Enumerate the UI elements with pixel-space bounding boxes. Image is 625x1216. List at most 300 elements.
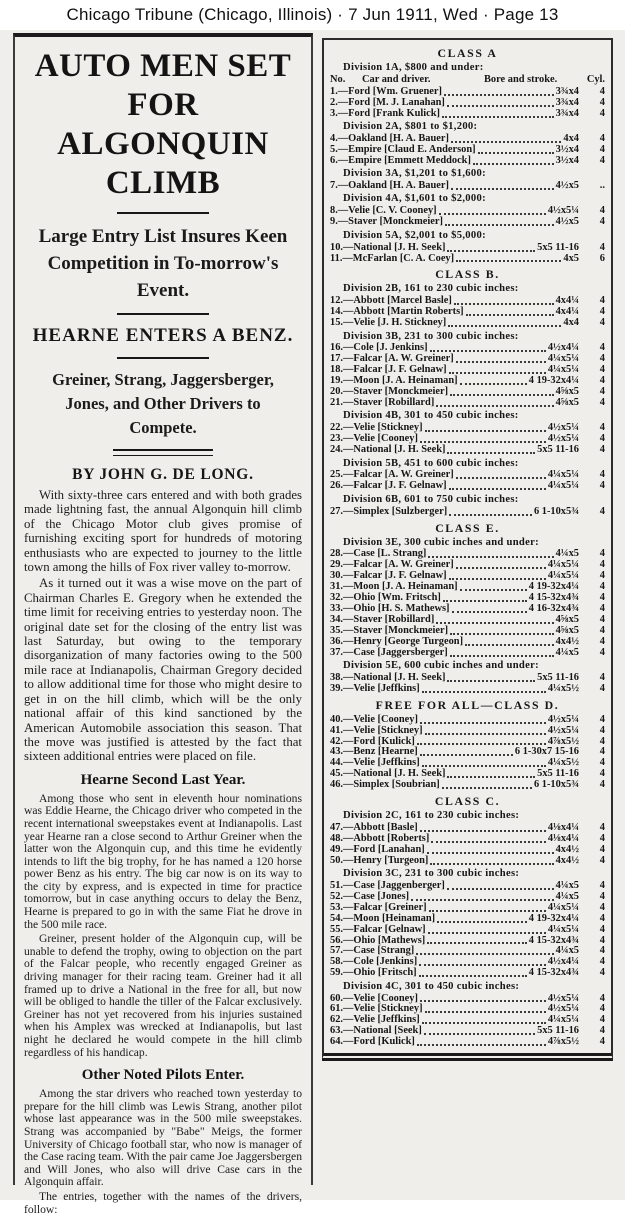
entry-row: [330, 1037, 605, 1048]
article-paragraph: The entries, together with the names of the drivers, follow:: [24, 1189, 302, 1216]
dot-leader: [420, 754, 513, 756]
entry-car-driver: 45.—National [J. H. Seek]: [330, 768, 446, 780]
entry-bore-stroke: 4⅝x5: [555, 396, 579, 408]
entry-car-driver: 18.—Falcar [J. F. Gelnaw]: [330, 364, 447, 376]
dot-leader: [466, 314, 554, 316]
entry-car-driver: 60.—Velie [Cooney]: [330, 992, 418, 1004]
entry-car-driver: 9.—Staver [Monckmeier]: [330, 216, 443, 228]
entry-cylinders: 4: [599, 469, 605, 481]
entry-car-driver: 30.—Falcar [J. F. Gelnaw]: [330, 570, 447, 582]
entry-cylinders: 4: [599, 85, 605, 97]
entry-bore-stroke: 4¼x5¼: [547, 901, 579, 913]
entry-cylinders: 4: [599, 216, 605, 228]
dot-leader: [442, 787, 532, 789]
dot-leader: [420, 441, 546, 443]
entry-row: [330, 856, 605, 867]
dot-leader: [422, 765, 546, 767]
entry-car-driver: 12.—Abbott [Marcel Basle]: [330, 295, 452, 307]
entry-bore-stroke: 4½x5¼: [547, 433, 579, 445]
dot-leader: [444, 94, 554, 96]
entry-cylinders: 4: [599, 1025, 605, 1037]
entry-bore-stroke: 4¼x5¼: [547, 364, 579, 376]
article-body: [24, 488, 302, 1216]
entry-cylinders: 4: [599, 724, 605, 736]
dot-leader: [460, 589, 527, 591]
entry-bore-stroke: 4x5: [563, 252, 579, 264]
entries-column: [322, 38, 613, 1061]
entry-row: [330, 398, 605, 409]
entry-car-driver: 59.—Ohio [Fritsch]: [330, 967, 417, 979]
entry-bore-stroke: 4⅞x5½: [547, 735, 579, 747]
article-paragraph: Among those who sent in eleventh hour nominations was Eddie Hearne, the Chicago driver who competed in the recent international sweepstakes event at Indianapolis. Last year Hearne ran a close second to Arthur Greiner when the latter won the Algonquin cup, and this time he evidently intends to lift the big trophy, for he has named a 120 horse power Benz as his entry. The big car now is on its way to the city by express, and is expected in time for practice tomorrow, but in case anything occurs to delay the Benz, Hearne is prepared to go in with the same Fiat he drove in the 500 mile race.: [24, 791, 302, 931]
headline-line-1: AUTO MEN SET FOR: [34, 48, 292, 123]
class-heading: CLASS A: [437, 46, 498, 60]
column-header-bore-stroke: Bore and stroke.: [484, 73, 558, 85]
entry-row: [330, 914, 605, 925]
entry-bore-stroke: 4⅝x5: [555, 613, 579, 625]
dot-leader: [430, 863, 553, 865]
entry-car-driver: 16.—Cole [J. Jenkins]: [330, 342, 428, 354]
entry-bore-stroke: 4½x5¼: [547, 992, 579, 1004]
entry-car-driver: 4.—Oakland [H. A. Bauer]: [330, 132, 449, 144]
entry-bore-stroke: 4¼x5½: [547, 757, 579, 769]
entry-cylinders: 4: [599, 1014, 605, 1026]
division-heading: Division 2C, 161 to 230 cubic inches:: [343, 810, 520, 822]
entry-row: [330, 109, 605, 120]
entry-cylinders: 4: [599, 843, 605, 855]
entry-row: [330, 637, 605, 648]
column-header-no: No.: [330, 73, 346, 85]
entry-bore-stroke: 5x5 11-16: [537, 444, 579, 456]
article-paragraph: As it turned out it was a wise move on the part of Chairman Charles E. Gregory when he extended the time limit for receiving entries to yesterday noon. The original date set for the closing of the entry list was last Saturday, but owing to the temporary disorganization of many factories owing to the 500 mile race at Indianapolis, Chairman Gregory decided to allow additional time for those who might desire to get in on the hill climb, which will be the only national affair of this kind sanctioned by the American Automobile association this season. That the move was justified is attested by the fact that sixteen additional entries were placed on file.: [24, 576, 302, 764]
entry-car-driver: 31.—Moon [J. A. Heinaman]: [330, 581, 458, 593]
entry-car-driver: 51.—Case [Jaggenberger]: [330, 880, 445, 891]
class-heading: CLASS E.: [435, 520, 500, 535]
dot-leader: [456, 260, 561, 262]
entry-bore-stroke: 4½x5¼: [547, 205, 579, 217]
dot-leader: [447, 452, 535, 454]
entry-car-driver: 34.—Staver [Robillard]: [330, 613, 435, 625]
entry-car-driver: 63.—National [Seek]: [330, 1025, 422, 1037]
dot-leader: [427, 852, 554, 854]
dot-leader: [456, 361, 546, 363]
entry-bore-stroke: 4 15-32x4¾: [528, 592, 579, 604]
entry-bore-stroke: 4¼x5¼: [547, 923, 579, 935]
entry-car-driver: 44.—Velie [Jeffkins]: [330, 757, 420, 769]
article-subhead: Hearne Second Last Year.: [80, 771, 246, 788]
dot-leader: [465, 644, 554, 646]
entry-bore-stroke: 4x4½: [555, 635, 579, 647]
dot-leader: [437, 921, 527, 923]
entry-car-driver: 29.—Falcar [A. W. Greiner]: [330, 559, 454, 571]
entry-car-driver: 32.—Ohio [Wm. Fritsch]: [330, 592, 441, 604]
entry-bore-stroke: 5x5 11-16: [537, 241, 579, 253]
entry-bore-stroke: 4½x5: [555, 216, 579, 228]
entry-car-driver: 61.—Velie [Stickney]: [330, 1003, 423, 1015]
entry-car-driver: 37.—Case [Jaggersberger]: [330, 646, 448, 658]
entry-cylinders: 4: [599, 444, 605, 456]
entry-cylinders: 4: [599, 570, 605, 582]
entry-bore-stroke: 6 1-10x5¾: [533, 505, 579, 517]
entry-cylinders: 4: [599, 154, 605, 166]
entries-list: [330, 47, 605, 1048]
entry-cylinders: 4: [599, 353, 605, 365]
entry-bore-stroke: 4x4: [563, 317, 579, 329]
headline-line-2: ALGONQUIN CLIMB: [57, 126, 269, 201]
dot-leader: [449, 578, 546, 580]
entry-cylinders: 4: [599, 613, 605, 625]
dot-leader: [436, 622, 553, 624]
dot-leader: [450, 394, 553, 396]
dot-leader: [417, 743, 546, 745]
entry-row: [330, 254, 605, 265]
dot-leader: [422, 691, 546, 693]
entry-row: [330, 156, 605, 167]
entry-car-driver: 24.—National [J. H. Seek]: [330, 444, 446, 456]
dot-leader: [428, 932, 546, 934]
entry-car-driver: 19.—Moon [J. A. Heinaman]: [330, 375, 458, 387]
entry-row: [330, 217, 605, 228]
entry-bore-stroke: 4¼x5¼: [547, 1014, 579, 1026]
entry-car-driver: 62.—Velie [Jeffkins]: [330, 1014, 420, 1026]
entry-cylinders: 4: [599, 386, 605, 398]
entry-car-driver: 43.—Benz [Hearne]: [330, 746, 418, 758]
article-subhead: Other Noted Pilots Enter.: [81, 1067, 245, 1084]
entry-car-driver: 21.—Staver [Robillard]: [330, 396, 435, 408]
entry-cylinders: 4: [599, 779, 605, 791]
division-heading: Division 5A, $2,001 to $5,000:: [343, 229, 486, 241]
entry-car-driver: 39.—Velie [Jeffkins]: [330, 682, 420, 694]
entry-car-driver: 7.—Oakland [H. A. Bauer]: [330, 180, 449, 192]
entry-car-driver: 64.—Ford [Kulick]: [330, 1036, 415, 1048]
dot-leader: [428, 556, 553, 558]
dot-leader: [425, 430, 546, 432]
entry-row: [330, 684, 605, 695]
dot-leader: [431, 841, 546, 843]
entry-cylinders: 4: [599, 581, 605, 593]
entry-cylinders: 4: [599, 396, 605, 408]
entry-car-driver: 28.—Case [L. Strang]: [330, 548, 427, 560]
entry-car-driver: 23.—Velie [Cooney]: [330, 433, 418, 445]
entry-car-driver: 52.—Case [Jones]: [330, 890, 410, 902]
entry-bore-stroke: 4x4: [563, 132, 579, 144]
dot-leader: [447, 680, 535, 682]
dot-leader: [411, 899, 554, 901]
entry-car-driver: 25.—Falcar [A. W. Greiner]: [330, 469, 454, 481]
article-deck-secondary: Greiner, Strang, Jaggersberger, Jones, and Other Drivers to Compete.: [52, 370, 274, 437]
entry-cylinders: 4: [599, 671, 605, 683]
entry-bore-stroke: 6 1-10x5¾: [533, 779, 579, 791]
article-paragraph: Among the star drivers who reached town yesterday to prepare for the hill climb was Lewis Strang, another pilot whose last appearance was in the 500 mile sweepstakes. Strang was accompanied by "Babe" Meigs, the former University of Chicago football star, who now is manager of the Case racing team. With the pair came Joe Jaggersbergen and Will Jones, who also will drive Case cars in the Algonquin affair.: [24, 1087, 302, 1189]
entry-car-driver: 11.—McFarlan [C. A. Coey]: [330, 252, 455, 264]
entry-car-driver: 55.—Falcar [Gelnaw]: [330, 923, 426, 935]
entry-bore-stroke: 4½x4¼: [547, 956, 579, 968]
dot-leader: [420, 1000, 546, 1002]
division-heading: Division 1A, $800 and under:: [343, 62, 484, 73]
divider-rule-double: [113, 449, 213, 456]
entry-cylinders: 4: [599, 433, 605, 445]
article-headline: [24, 47, 302, 203]
entry-cylinders: 4: [599, 956, 605, 968]
division-heading: Division 3A, $1,201 to $1,600:: [343, 168, 486, 180]
dot-leader: [443, 600, 527, 602]
entry-bore-stroke: 4¼x5¼: [547, 353, 579, 365]
division-heading: Division 2A, $801 to $1,200:: [343, 121, 478, 133]
entry-cylinders: 4: [599, 602, 605, 614]
entry-bore-stroke: 4x4½: [555, 854, 579, 866]
entry-bore-stroke: 4⅝x5: [555, 386, 579, 398]
dot-leader: [456, 477, 546, 479]
entry-cylinders: 4: [599, 746, 605, 758]
entry-row: [330, 968, 605, 979]
entry-cylinders: 4: [599, 375, 605, 387]
entry-car-driver: 35.—Staver [Monckmeier]: [330, 624, 449, 636]
division-heading: Division 4A, $1,601 to $2,000:: [343, 193, 486, 205]
entry-cylinders: 4: [599, 1003, 605, 1015]
entry-cylinders: 4: [599, 559, 605, 571]
entry-bore-stroke: 4⅝x5: [555, 624, 579, 636]
division-heading: Division 5B, 451 to 600 cubic inches:: [343, 457, 519, 469]
entry-car-driver: 38.—National [J. H. Seek]: [330, 671, 446, 683]
entry-row: [330, 445, 605, 456]
entry-cylinders: 4: [599, 890, 605, 902]
entry-row: [330, 780, 605, 791]
dot-leader: [427, 942, 527, 944]
dot-leader: [447, 250, 535, 252]
entry-cylinders: 4: [599, 901, 605, 913]
entry-row: [330, 243, 605, 254]
entry-row: [330, 726, 605, 737]
entry-cylinders: 4: [599, 364, 605, 376]
entries-column-header: [330, 75, 605, 86]
entry-cylinders: 4: [599, 757, 605, 769]
entry-cylinders: 4: [599, 854, 605, 866]
dot-leader: [424, 1033, 535, 1035]
entry-cylinders: 4: [599, 945, 605, 957]
entry-bore-stroke: 4¼x5¼: [547, 570, 579, 582]
entry-bore-stroke: 3¾x4: [555, 85, 579, 97]
entry-car-driver: 40.—Velie [Cooney]: [330, 713, 418, 725]
entry-car-driver: 42.—Ford [Kulick]: [330, 735, 415, 747]
entry-row: [330, 98, 605, 109]
entry-car-driver: 50.—Henry [Turgeon]: [330, 854, 429, 866]
dot-leader: [451, 141, 561, 143]
entry-bore-stroke: 4½x5¼: [547, 713, 579, 725]
entry-cylinders: 4: [599, 295, 605, 307]
entry-bore-stroke: 4⅛x4¼: [547, 821, 579, 833]
division-heading: Division 3B, 231 to 300 cubic inches:: [343, 330, 519, 342]
dot-leader: [449, 514, 532, 516]
dot-leader: [420, 722, 546, 724]
dot-leader: [447, 888, 554, 890]
entry-bore-stroke: 3¾x4: [555, 107, 579, 119]
dot-leader: [439, 213, 546, 215]
entry-cylinders: 4: [599, 832, 605, 844]
entry-bore-stroke: 4½x5¼: [547, 422, 579, 434]
entry-car-driver: 46.—Simplex [Soubrian]: [330, 779, 440, 791]
dot-leader: [430, 350, 546, 352]
article-deck: Large Entry List Insures Keen Competition in To-morrow's Event.: [38, 226, 288, 301]
dot-leader: [419, 964, 546, 966]
entry-car-driver: 57.—Case [Strang]: [330, 945, 415, 957]
dot-leader: [478, 152, 554, 154]
article-paragraph: With sixty-three cars entered and with both grades made lightning fast, the annual Algonquin hill climb of the Chicago Motor club gives promise of furnishing exciting sport for hundreds of motoring enthusiasts who are expected to journey to the little town among the hills of Fox river valley to-morrow.: [24, 488, 302, 575]
entry-car-driver: 20.—Staver [Monckmeier]: [330, 386, 449, 398]
entry-bore-stroke: 5x5 11-16: [537, 671, 579, 683]
entry-cylinders: ..: [599, 180, 605, 192]
entry-cylinders: 4: [599, 735, 605, 747]
entry-cylinders: 4: [599, 923, 605, 935]
division-heading: Division 2B, 161 to 230 cubic inches:: [343, 283, 519, 295]
dot-leader: [429, 910, 546, 912]
entry-car-driver: 53.—Falcar [Greiner]: [330, 901, 427, 913]
dot-leader: [445, 224, 554, 226]
dot-leader: [473, 163, 554, 165]
entry-cylinders: 4: [599, 646, 605, 658]
dot-leader: [450, 633, 553, 635]
entry-cylinders: 4: [599, 592, 605, 604]
article-column: [13, 33, 313, 1216]
entry-bore-stroke: 5x5 11-16: [537, 768, 579, 780]
entry-car-driver: 27.—Simplex [Sulzberger]: [330, 505, 448, 517]
division-heading: Division 4B, 301 to 450 cubic inches:: [343, 410, 519, 422]
dot-leader: [447, 776, 535, 778]
entry-row: [330, 318, 605, 329]
entry-car-driver: 17.—Falcar [A. W. Greiner]: [330, 353, 454, 365]
entry-bore-stroke: 4¼x5: [555, 646, 579, 658]
entry-cylinders: 4: [599, 422, 605, 434]
dot-leader: [450, 655, 554, 657]
entry-bore-stroke: 4½x5¼: [547, 724, 579, 736]
dot-leader: [422, 1022, 546, 1024]
entry-cylinders: 4: [599, 624, 605, 636]
entry-bore-stroke: 4¼x5: [555, 880, 579, 891]
divider-rule: [117, 357, 209, 359]
entry-car-driver: 54.—Moon [Heinaman]: [330, 912, 436, 924]
entry-bore-stroke: 4¼x5: [555, 890, 579, 902]
entry-bore-stroke: 4¼x5¼: [547, 480, 579, 492]
entry-cylinders: 4: [599, 713, 605, 725]
entry-cylinders: 4: [599, 967, 605, 979]
dot-leader: [447, 105, 554, 107]
division-heading: Division 5E, 600 cubic inches and under:: [343, 660, 539, 671]
entry-car-driver: 49.—Ford [Lanahan]: [330, 843, 425, 855]
entry-car-driver: 8.—Velie [C. V. Cooney]: [330, 205, 437, 217]
entry-bore-stroke: 4½x4¼: [547, 342, 579, 354]
article-paragraph: Greiner, present holder of the Algonquin cup, will be unable to defend the trophy, owing to objection on the part of the Falcar people, who recently engaged Greiner as driving manager for their racing team. Greiner had it all framed up to drive a National in the free for all, but now will be obliged to handle the tiller of the Falcar exclusively. Greiner has not yet recovered from his injuries sustained when his Amplex was wrecked at Indianapolis, but last night he declared he would compete in the hill climb regardless of his handicap.: [24, 932, 302, 1059]
entry-cylinders: 4: [599, 821, 605, 833]
entry-bore-stroke: 3½x4: [555, 143, 579, 155]
entry-cylinders: 4: [599, 480, 605, 492]
entry-bore-stroke: 4 16-32x4¾: [528, 602, 579, 614]
dot-leader: [425, 733, 546, 735]
entry-car-driver: 10.—National [J. H. Seek]: [330, 241, 446, 253]
dot-leader: [419, 975, 527, 977]
dot-leader: [451, 188, 554, 190]
entry-row: [330, 481, 605, 492]
entry-car-driver: 56.—Ohio [Mathews]: [330, 934, 426, 946]
dot-leader: [417, 1044, 546, 1046]
entry-bore-stroke: 5x5 11-16: [537, 1025, 579, 1037]
entry-car-driver: 22.—Velie [Stickney]: [330, 422, 423, 434]
entry-car-driver: 58.—Cole [Jenkins]: [330, 956, 418, 968]
entry-cylinders: 4: [599, 1036, 605, 1048]
entry-car-driver: 36.—Henry [George Turgeon]: [330, 635, 464, 647]
entry-cylinders: 4: [599, 880, 605, 891]
division-heading: Division 3C, 231 to 300 cubic inches:: [343, 868, 520, 880]
class-heading: FREE FOR ALL—CLASS D.: [375, 697, 560, 712]
dot-leader: [454, 303, 554, 305]
entry-row: [330, 715, 605, 726]
entry-bore-stroke: 4x4¼: [555, 295, 579, 307]
entry-bore-stroke: 3¾x4: [555, 96, 579, 108]
entry-row: [330, 925, 605, 936]
entry-bore-stroke: 4x4½: [555, 843, 579, 855]
article-byline: BY JOHN G. DE LONG.: [72, 466, 254, 483]
entry-car-driver: 2.—Ford [M. J. Lanahan]: [330, 96, 445, 108]
entry-bore-stroke: 3½x4: [555, 154, 579, 166]
divider-rule: [117, 212, 209, 214]
dot-leader: [448, 325, 561, 327]
entry-cylinders: 4: [599, 96, 605, 108]
entry-car-driver: 48.—Abbott [Roberts]: [330, 832, 430, 844]
division-heading: Division 4C, 301 to 450 cubic inches:: [343, 980, 520, 992]
entry-car-driver: 1.—Ford [Wm. Gruener]: [330, 85, 442, 97]
entry-bore-stroke: 4 15-32x4¾: [528, 934, 579, 946]
dot-leader: [425, 1011, 546, 1013]
column-header-cyl: Cyl.: [586, 73, 605, 85]
newspaper-scan: [0, 30, 625, 1216]
entry-car-driver: 41.—Velie [Stickney]: [330, 724, 423, 736]
entry-cylinders: 4: [599, 143, 605, 155]
entry-cylinders: 4: [599, 241, 605, 253]
entry-bore-stroke: 4½x5¼: [547, 1003, 579, 1015]
entry-cylinders: 4: [599, 768, 605, 780]
entry-bore-stroke: 4¼x5: [555, 945, 579, 957]
entry-bore-stroke: 4⅛x4¼: [547, 832, 579, 844]
entry-bore-stroke: 4¼x5: [555, 548, 579, 560]
entry-car-driver: 15.—Velie [J. H. Stickney]: [330, 317, 447, 329]
source-attribution-line: Chicago Tribune (Chicago, Illinois) · 7 Jun 1911, Wed · Page 13: [0, 0, 625, 30]
dot-leader: [449, 488, 546, 490]
dot-leader: [420, 830, 546, 832]
entry-bore-stroke: 4 19-32x4¼: [528, 581, 579, 593]
dot-leader: [460, 383, 527, 385]
dot-leader: [436, 405, 553, 407]
dot-leader: [442, 116, 554, 118]
entry-bore-stroke: 4 19-32x4¼: [528, 912, 579, 924]
class-heading: CLASS B.: [435, 267, 500, 282]
entry-bore-stroke: 4 15-32x4¾: [528, 967, 579, 979]
entry-cylinders: 4: [599, 205, 605, 217]
entry-row: [330, 648, 605, 659]
entry-bore-stroke: 4¼x5¼: [547, 559, 579, 571]
class-heading: CLASS C.: [434, 794, 501, 809]
entry-car-driver: 6.—Empire [Emmett Meddock]: [330, 154, 471, 166]
entry-row: [330, 181, 605, 192]
entry-car-driver: 26.—Falcar [J. F. Gelnaw]: [330, 480, 447, 492]
article-crosshead: HEARNE ENTERS A BENZ.: [32, 325, 294, 346]
dot-leader: [452, 611, 527, 613]
entry-cylinders: 4: [599, 934, 605, 946]
entry-car-driver: 3.—Ford [Frank Kulick]: [330, 107, 440, 119]
column-header-car-driver: Car and driver.: [362, 73, 431, 85]
division-heading: Division 3E, 300 cubic inches and under:: [343, 536, 539, 548]
entry-bore-stroke: 4⅞x5½: [547, 1036, 579, 1048]
entry-bore-stroke: 4½x5: [555, 180, 579, 192]
entry-cylinders: 6: [599, 252, 605, 264]
entry-bore-stroke: 4¼x5¼: [547, 469, 579, 481]
